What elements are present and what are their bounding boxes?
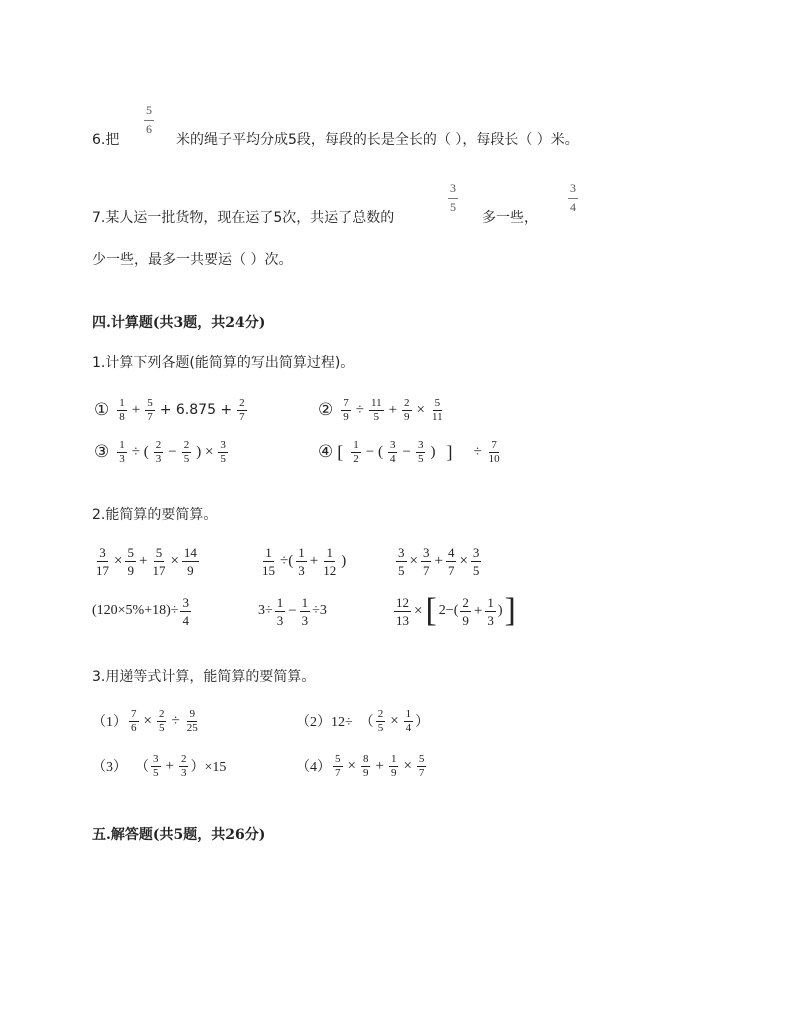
operator: + xyxy=(375,757,384,774)
operator: ÷ xyxy=(171,712,180,729)
operator: × xyxy=(114,552,123,569)
s4-q1-expression-2 xyxy=(318,394,447,426)
operator: ÷ xyxy=(355,401,364,418)
fraction: $\frac{7}{10}$ xyxy=(488,438,500,465)
fraction: $\frac{2}{7}$ xyxy=(239,396,245,423)
operator: + xyxy=(388,401,398,418)
operator: × xyxy=(170,552,179,569)
operator: + xyxy=(138,552,148,569)
fraction: $\frac{5}{17}$ xyxy=(152,544,166,578)
operator: × xyxy=(403,757,412,774)
expression-text: （ xyxy=(135,760,149,775)
fraction: $\frac{3}{5}$ xyxy=(472,544,480,578)
operator: ÷( xyxy=(280,552,294,569)
operator: ÷ xyxy=(473,443,482,460)
fraction: $\frac{3}{5}$ xyxy=(398,544,405,578)
fraction: $\frac{2}{9}$ xyxy=(404,396,410,423)
circled-number: ② xyxy=(318,400,334,419)
fraction: $\frac{5}{9}$ xyxy=(127,544,134,578)
left-bracket: [ xyxy=(337,441,344,462)
denominator: 6 xyxy=(146,122,152,136)
fraction: $\frac{5}{11}$ xyxy=(432,396,443,423)
operator: − xyxy=(288,602,297,619)
operator: + xyxy=(131,401,141,418)
expression-text: 2−( xyxy=(438,603,459,618)
fraction-bar xyxy=(448,198,458,199)
operator: + xyxy=(473,602,483,619)
operator: + xyxy=(309,552,319,569)
operator: − xyxy=(402,443,411,460)
operator: × xyxy=(390,712,399,729)
s4-q1-expression-3 xyxy=(94,436,230,468)
denominator: 5 xyxy=(450,200,456,214)
expression-text: ） xyxy=(415,715,430,730)
fraction: $\frac{5}{7}$ xyxy=(418,752,425,779)
fraction: $\frac{8}{9}$ xyxy=(362,752,369,779)
fraction: $\frac{1}{12}$ xyxy=(323,544,337,578)
item-label: （4） xyxy=(296,760,331,775)
numerator: 3 xyxy=(570,181,576,195)
operator: × xyxy=(347,757,356,774)
operator: − ( xyxy=(365,443,383,460)
fraction: $\frac{2}{3}$ xyxy=(155,438,162,465)
fraction-bar xyxy=(568,198,578,199)
operator: × xyxy=(409,552,418,569)
fraction: $\frac{1}{4}$ xyxy=(405,707,412,734)
q6-text: 米的绳子平均分成5段，每段的长是全长的（ ），每段长（ ）米。 xyxy=(176,132,579,148)
operator: ÷ ( xyxy=(131,443,149,460)
fraction: $\frac{2}{5}$ xyxy=(158,707,165,734)
fraction: $\frac{3}{17}$ xyxy=(96,544,109,578)
fraction: $\frac{12}{13}$ xyxy=(396,594,409,628)
section-5-title: 五.解答题(共5题，共26分) xyxy=(92,827,266,843)
q7-fraction-2 xyxy=(568,182,578,213)
q7-mid: 多一些， xyxy=(482,210,538,226)
operator: ) × xyxy=(196,443,214,460)
fraction: $\frac{3}{4}$ xyxy=(389,438,396,465)
fraction: $\frac{3}{4}$ xyxy=(182,594,189,628)
right-bracket: ] xyxy=(504,592,516,629)
expression-text: (120×5%+18)÷ xyxy=(92,603,179,618)
fraction: $\frac{3}{5}$ xyxy=(417,438,424,465)
fraction: $\frac{7}{6}$ xyxy=(131,707,137,734)
section-4-title: 四.计算题(共3题，共24分) xyxy=(92,315,266,331)
q7-fraction-1 xyxy=(448,182,458,213)
fraction: $\frac{2}{5}$ xyxy=(377,707,384,734)
s4-q1-expression-4 xyxy=(318,436,504,468)
fraction: $\frac{1}{8}$ xyxy=(119,396,125,423)
fraction: $\frac{1}{3}$ xyxy=(487,594,494,628)
s4-q2-expression-5 xyxy=(258,592,327,630)
item-label: （3） xyxy=(92,760,127,775)
s4-q1-expression-1 xyxy=(94,394,249,426)
item-label: （2） xyxy=(296,715,331,730)
operator: + 6.875 + xyxy=(159,402,233,418)
fraction: $\frac{1}{2}$ xyxy=(353,438,359,465)
denominator: 4 xyxy=(570,200,576,214)
q6-lead: 6.把 xyxy=(92,132,120,148)
fraction: $\frac{5}{7}$ xyxy=(335,752,341,779)
fraction: $\frac{4}{7}$ xyxy=(447,544,455,578)
s4-q2-expression-2 xyxy=(258,542,347,580)
fraction: $\frac{1}{15}$ xyxy=(262,544,275,578)
s4-q1-title: 1.计算下列各题(能简算的写出简算过程)。 xyxy=(92,355,355,371)
fraction: $\frac{11}{5}$ xyxy=(370,396,382,423)
s4-q3-expression-4 xyxy=(296,750,428,782)
fraction: $\frac{3}{5}$ xyxy=(153,752,159,779)
circled-number: ③ xyxy=(94,442,110,461)
circled-number: ④ xyxy=(318,442,334,461)
fraction: $\frac{1}{3}$ xyxy=(276,594,284,628)
fraction: $\frac{1}{9}$ xyxy=(390,752,397,779)
right-bracket: ] xyxy=(446,441,453,462)
operator: − xyxy=(168,443,177,460)
expression-text: 3÷ xyxy=(258,603,273,618)
fraction: $\frac{5}{7}$ xyxy=(147,396,153,423)
fraction-bar xyxy=(144,120,154,121)
expression-text: 12÷ （ xyxy=(331,715,374,730)
fraction: $\frac{3}{5}$ xyxy=(220,438,226,465)
left-bracket: [ xyxy=(425,592,437,629)
numerator: 3 xyxy=(450,181,456,195)
q7-lead: 7.某人运一批货物，现在运了5次，共运了总数的 xyxy=(92,210,395,226)
fraction: $\frac{1}{3}$ xyxy=(119,438,125,465)
circled-number: ① xyxy=(94,400,110,419)
operator: × xyxy=(416,401,426,418)
s4-q3-expression-1 xyxy=(92,705,202,737)
fraction: $\frac{1}{3}$ xyxy=(301,594,309,628)
fraction: $\frac{1}{3}$ xyxy=(298,544,305,578)
operator: ) xyxy=(430,443,436,460)
fraction: $\frac{3}{7}$ xyxy=(422,544,430,578)
s4-q3-expression-3 xyxy=(92,750,226,782)
fraction: $\frac{2}{5}$ xyxy=(183,438,190,465)
fraction: $\frac{2}{3}$ xyxy=(180,752,187,779)
expression-text: ) xyxy=(497,603,503,618)
fraction: $\frac{14}{9}$ xyxy=(183,544,197,578)
operator: × xyxy=(459,552,468,569)
operator: × xyxy=(143,712,152,729)
q6-floating-fraction xyxy=(144,104,154,135)
operator: + xyxy=(165,757,174,774)
item-label: （1） xyxy=(92,715,127,730)
fraction: $\frac{7}{9}$ xyxy=(343,396,349,423)
operator: + xyxy=(434,552,443,569)
expression-text: ）×15 xyxy=(190,760,227,775)
s4-q3-expression-2 xyxy=(296,705,429,737)
q7-line2: 少一些，最多一共要运（ ）次。 xyxy=(92,252,293,268)
s4-q2-expression-6 xyxy=(392,590,518,632)
fraction: $\frac{9}{25}$ xyxy=(186,707,198,734)
s4-q2-expression-1 xyxy=(92,542,201,580)
s4-q3-title: 3.用递等式计算，能简算的要简算。 xyxy=(92,669,316,685)
operator: × xyxy=(414,602,423,619)
s4-q2-title: 2.能简算的要简算。 xyxy=(92,507,218,523)
fraction: $\frac{2}{9}$ xyxy=(462,594,469,628)
s4-q2-expression-4 xyxy=(92,592,193,630)
operator: ) xyxy=(341,552,347,569)
s4-q2-expression-3 xyxy=(394,542,483,580)
expression-text: ÷3 xyxy=(312,603,327,618)
numerator: 5 xyxy=(146,103,152,117)
